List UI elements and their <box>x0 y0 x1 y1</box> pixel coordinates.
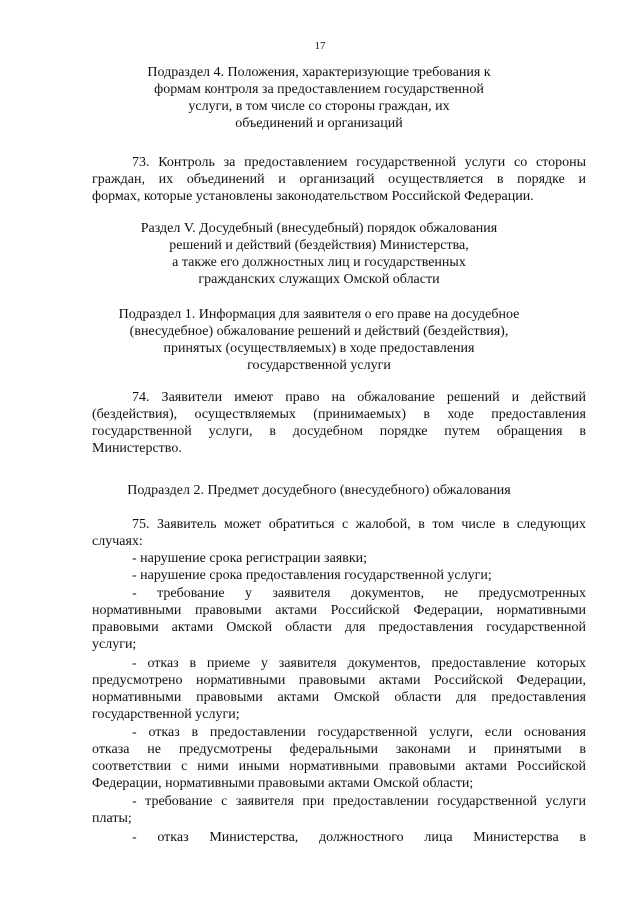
list-item-line: - требование у заявителя документов, не предусмотренных <box>132 586 586 601</box>
heading-line: Подраздел 2. Предмет досудебного (внесудебного) обжалования <box>127 483 511 498</box>
heading-line: Раздел V. Досудебный (внесудебный) порядок обжалования <box>140 221 498 236</box>
page-number: 17 <box>314 40 326 52</box>
paragraph-line: Министерство. <box>92 441 182 456</box>
heading-line: государственной услуги <box>247 358 391 373</box>
list-item-line: нормативными правовыми актами Российской Федерации, нормативными <box>92 603 586 618</box>
section-5-heading <box>100 220 538 288</box>
paragraph-75-intro <box>92 516 586 550</box>
heading-line: (внесудебное) обжалование решений и действий (бездействия), <box>129 324 509 339</box>
list-item-line: нормативными правовыми актами Омской области для предоставления <box>92 690 586 705</box>
list-item-line: государственной услуги; <box>92 707 240 722</box>
list-item-line: Федерации, нормативными правовыми актами Омской области; <box>92 776 474 791</box>
list-item <box>92 550 586 567</box>
list-item <box>92 724 586 792</box>
paragraph-line: 75. Заявитель может обратиться с жалобой, в том числе в следующих <box>132 517 586 532</box>
heading-line: формам контроля за предоставлением государственной <box>154 82 484 97</box>
subsection-1-heading <box>100 306 538 374</box>
list-item-line: - отказ Министерства, должностного лица Министерства в <box>132 830 586 845</box>
heading-line: Подраздел 1. Информация для заявителя о его праве на досудебное <box>118 307 520 322</box>
heading-line: принятых (осуществляемых) в ходе предоставления <box>163 341 475 356</box>
subsection-4-heading <box>100 64 538 132</box>
paragraph-line: (бездействия), осуществляемых (принимаемых) в ходе предоставления <box>92 407 586 422</box>
paragraph-line: случаях: <box>92 534 143 549</box>
list-item-line: правовыми актами Омской области для предоставления государственной <box>92 620 586 635</box>
heading-line: решений и действий (бездействия) Министерства, <box>169 238 469 253</box>
paragraph-line: 73. Контроль за предоставлением государственной услуги со стороны <box>132 155 586 170</box>
list-item-line: - нарушение срока регистрации заявки; <box>132 551 368 566</box>
list-item <box>92 829 586 846</box>
paragraph-line: 74. Заявители имеют право на обжалование решений и действий <box>132 390 586 405</box>
list-item-line: - отказ в приеме у заявителя документов, предоставление которых <box>132 656 586 671</box>
list-item-line: платы; <box>92 811 132 826</box>
list-item-line: отказа не предусмотрены федеральными законами и принятыми в <box>92 742 586 757</box>
paragraph-line: формах, которые установлены законодательством Российской Федерации. <box>92 189 534 204</box>
list-item-line: - отказ в предоставлении государственной услуги, если основания <box>132 725 586 740</box>
list-item-line: - требование с заявителя при предоставлении государственной услуги <box>132 794 586 809</box>
list-item <box>92 793 586 827</box>
list-item-line: - нарушение срока предоставления государственной услуги; <box>132 568 492 583</box>
heading-line: Подраздел 4. Положения, характеризующие требования к <box>147 65 491 80</box>
paragraph-74 <box>92 389 586 457</box>
heading-line: а также его должностных лиц и государственных <box>172 255 466 270</box>
list-item <box>92 655 586 723</box>
paragraph-line: государственной услуги, в досудебном порядке путем обращения в <box>92 424 586 439</box>
list-item-line: предусмотрено нормативными правовыми актами Российской Федерации, <box>92 673 586 688</box>
subsection-2-heading <box>100 482 538 499</box>
paragraph-line: граждан, их объединений и организаций осуществляется в порядке и <box>92 172 586 187</box>
list-item-line: услуги; <box>92 637 137 652</box>
heading-line: объединений и организаций <box>235 116 403 131</box>
list-item <box>92 567 586 584</box>
paragraph-73 <box>92 154 586 205</box>
heading-line: услуги, в том числе со стороны граждан, их <box>188 99 450 114</box>
list-item-line: соответствии с ними иными нормативными правовыми актами Российской <box>92 759 586 774</box>
heading-line: гражданских служащих Омской области <box>198 272 440 287</box>
list-item <box>92 585 586 653</box>
